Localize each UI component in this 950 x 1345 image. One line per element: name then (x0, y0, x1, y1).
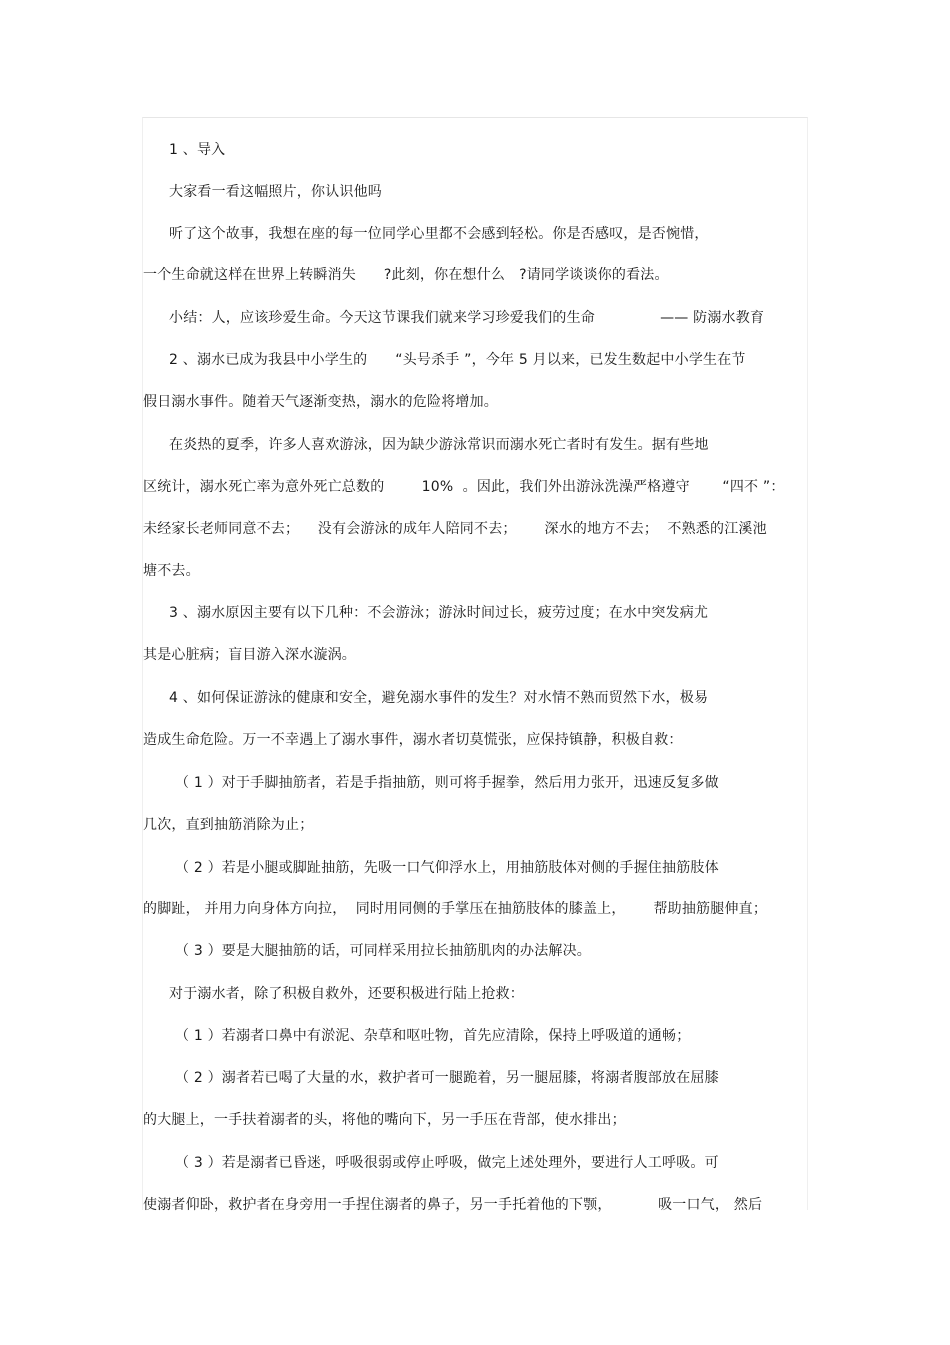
paragraph-line: 塘不去。 (143, 563, 200, 579)
paragraph-line: 假日溺水事件。随着天气逐渐变热，溺水的危险将增加。 (143, 394, 498, 410)
list-item: （ 2 ）若是小腿或脚趾抽筋，先吸一口气仰浮水上，用抽筋肢体对侧的手握住抽筋肢体 (175, 860, 719, 876)
paragraph-line: 几次，直到抽筋消除为止； (143, 817, 314, 833)
section-1-heading: 1 、导入 (169, 142, 226, 158)
list-item: （ 3 ）若是溺者已昏迷，呼吸很弱或停止呼吸，做完上述处理外，要进行人工呼吸。可 (175, 1155, 719, 1171)
paragraph-line: 的大腿上，一手扶着溺者的头，将他的嘴向下，另一手压在背部，使水排出； (143, 1112, 626, 1128)
list-item: （ 3 ）要是大腿抽筋的话，可同样采用拉长抽筋肌肉的办法解决。 (175, 943, 592, 959)
paragraph-line: 其是心脏病；盲目游入深水漩涡。 (143, 647, 356, 663)
paragraph-line: 对于溺水者，除了积极自救外，还要积极进行陆上抢救： (169, 986, 524, 1002)
paragraph-line: 使溺者仰卧，救护者在身旁用一手捏住溺者的鼻子，另一手托着他的下颚， 吸一口气， 然后 (143, 1197, 763, 1213)
summary-line: 小结：人，应该珍爱生命。今天这节课我们就来学习珍爱我们的生命 —— 防溺水教育 (169, 310, 765, 326)
section-3-heading: 3 、溺水原因主要有以下几种：不会游泳；游泳时间过长，疲劳过度；在水中突发病尤 (169, 605, 709, 621)
paragraph-line: 听了这个故事，我想在座的每一位同学心里都不会感到轻松。你是否感叹，是否惋惜， (169, 226, 709, 242)
paragraph-line: 造成生命危险。万一不幸遇上了溺水事件，溺水者切莫慌张，应保持镇静，积极自救： (143, 732, 683, 748)
section-4-heading: 4 、如何保证游泳的健康和安全，避免溺水事件的发生？对水情不熟而贸然下水，极易 (169, 690, 709, 706)
paragraph-line: 在炎热的夏季，许多人喜欢游泳，因为缺少游泳常识而溺水死亡者时有发生。据有些地 (169, 437, 709, 453)
paragraph-line: 一个生命就这样在世界上转瞬消失 ?此刻，你在想什么 ?请同学谈谈你的看法。 (143, 267, 669, 283)
paragraph-line: 未经家长老师同意不去； 没有会游泳的成年人陪同不去； 深水的地方不去； 不熟悉的江溪池 (143, 521, 767, 537)
list-item: （ 1 ）若溺者口鼻中有淤泥、杂草和呕吐物，首先应清除，保持上呼吸道的通畅； (175, 1028, 691, 1044)
section-2-heading: 2 、溺水已成为我县中小学生的 “头号杀手 ”，今年 5 月以来，已发生数起中小学生在节 (169, 352, 746, 368)
paragraph-line: 区统计，溺水死亡率为意外死亡总数的 10% 。因此，我们外出游泳洗澡严格遵守 “四不 ”： (143, 479, 785, 495)
paragraph-line: 的脚趾， 并用力向身体方向拉， 同时用同侧的手掌压在抽筋肢体的膝盖上， 帮助抽筋腿伸直； (143, 901, 768, 917)
list-item: （ 2 ）溺者若已喝了大量的水，救护者可一腿跪着，另一腿屈膝，将溺者腹部放在屈膝 (175, 1070, 719, 1086)
paragraph-line: 大家看一看这幅照片，你认识他吗 (169, 184, 382, 200)
list-item: （ 1 ）对于手脚抽筋者，若是手指抽筋，则可将手握拳，然后用力张开，迅速反复多做 (175, 775, 719, 791)
